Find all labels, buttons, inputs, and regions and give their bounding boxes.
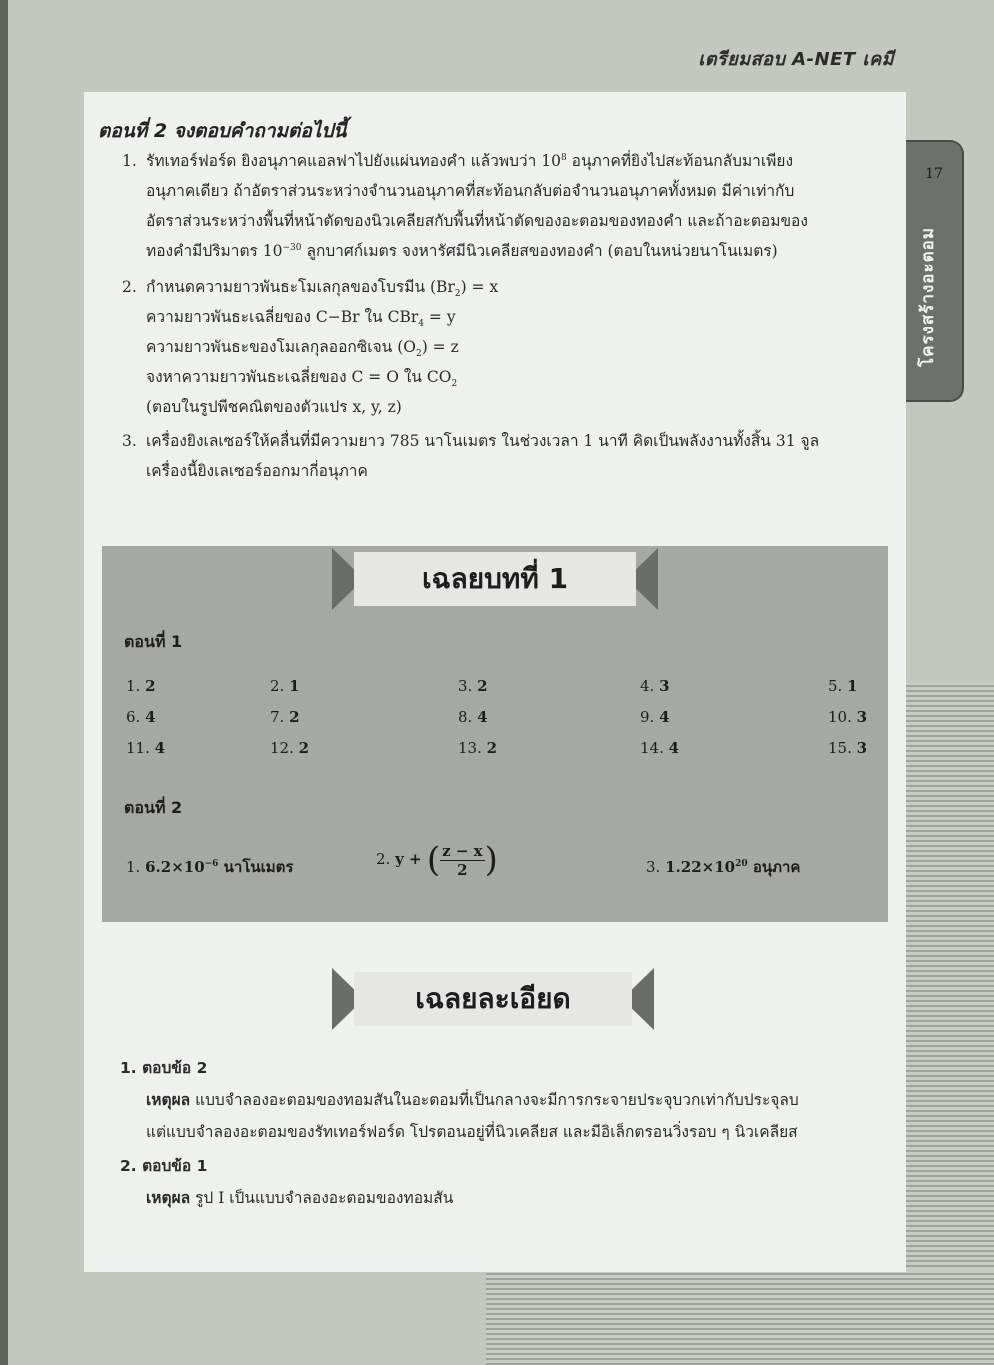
answer-cell [126,739,165,757]
detail-heading: 1. ตอบข้อ 2 [120,1059,208,1077]
answer-part2-item-2 [376,840,498,880]
answer-choice: 2 [486,739,498,757]
answer-number: 1. [126,858,141,876]
answer-choice: 4 [477,708,488,726]
answer-number: 9. [640,708,655,726]
banner-title: เฉลยละเอียด [354,972,632,1026]
answer-cell [458,739,497,757]
answer-number: 2. [376,850,391,868]
question-3 [122,426,820,486]
detail-item-1 [120,1052,799,1148]
text-span: = y [423,308,456,326]
text-span: ทองคำมีปริมาตร 10 [146,242,283,260]
text-span: ความยาวพันธะเฉลี่ยของ C−Br ใน CBr [146,308,419,326]
answer-unit: อนุภาค [747,858,801,876]
question-number: 3. [122,432,137,450]
answer-value: 1.22×10 [665,858,736,876]
decorative-stripes-bottom [486,1270,994,1365]
answer-choice: 3 [659,677,670,695]
superscript: −30 [282,242,302,253]
answer-cell [640,677,670,695]
answer-choice: 4 [154,739,166,757]
detail-reason [120,1084,799,1116]
answer-cell [828,677,858,695]
question-line: อัตราส่วนระหว่างพื้นที่หน้าตัดของนิวเคลียสกับพื้นที่หน้าตัดของอะตอมของทองคำ และถ้าอะตอมของ [146,212,808,230]
text-span: อนุภาคที่ยิงไปสะท้อนกลับมาเพียง [566,152,794,170]
superscript: 20 [735,859,748,869]
answer-cell [640,739,679,757]
question-line: อนุภาคเดียว ถ้าอัตราส่วนระหว่างจำนวนอนุภาคที่สะท้อนกลับต่อจำนวนอนุภาคทั้งหมด มีค่าเท่ากับ [146,182,795,200]
answer-choice: 2 [298,739,310,757]
answer-choice: 3 [856,739,868,757]
superscript: 8 [560,152,567,163]
subscript: 2 [454,289,461,300]
question-line: เครื่องนี้ยิงเลเซอร์ออกมากี่อนุภาค [146,462,368,480]
answer-number: 3. [458,677,473,695]
answer-choice: 4 [145,708,156,726]
answer-value: y + [395,850,422,868]
answer-cell [458,708,488,726]
subscript: 2 [451,379,458,390]
text-span: ความยาวพันธะของโมเลกุลออกซิเจน (O [146,338,416,356]
text-span: กำหนดความยาวพันธะโมเลกุลของโบรมีน (Br [146,278,455,296]
question-line [146,302,498,332]
detail-reason-cont: แต่แบบจำลองอะตอมของรัทเทอร์ฟอร์ด โปรตอนอยู่ที่นิวเคลียส และมีอิเล็กตรอนวิ่งรอบ ๆ นิวเคลียส [146,1123,798,1141]
answer-value: 6.2×10 [145,858,205,876]
fraction [440,842,484,879]
answer-number: 1. [126,677,141,695]
answer-number: 10. [828,708,852,726]
answer-number: 15. [828,739,852,757]
subscript: 4 [418,319,424,330]
answer-part2-item-1 [126,855,293,879]
question-line [146,332,498,362]
answer-cell [126,677,156,695]
answer-cell [828,708,867,726]
detailed-answer-banner [332,968,654,1030]
detail-item-2 [120,1150,453,1214]
running-header: เตรียมสอบ A-NET เคมี [698,49,894,70]
open-paren-glyph: ( [426,840,441,880]
answer-cell [458,677,488,695]
close-paren-glyph: ) [484,840,498,880]
answer-choice: 4 [668,739,680,757]
reason-label: เหตุผล [146,1189,191,1207]
answer-number: 5. [828,677,843,695]
superscript: −6 [204,859,219,869]
answer-choice: 3 [856,708,868,726]
text-span: ) = z [421,338,459,356]
page-number: 17 [925,166,943,182]
answer-choice: 2 [477,677,488,695]
answer-number: 7. [270,708,285,726]
question-number: 1. [122,152,137,170]
chapter-side-tab [906,140,964,402]
answer-cell [270,677,300,695]
answer-choice: 2 [145,677,156,695]
answer-number: 2. [270,677,285,695]
answer-part2-item-3 [646,855,800,879]
subscript: 2 [415,349,422,360]
answer-choice: 1 [847,677,858,695]
answer-number: 6. [126,708,141,726]
answer-number: 12. [270,739,294,757]
reason-text: รูป I เป็นแบบจำลองอะตอมของทอมสัน [190,1189,454,1207]
question-line [146,362,498,392]
fraction-denominator: 2 [457,860,468,879]
section-title-part2: ตอนที่ 2 จงตอบคำถามต่อไปนี้ [98,120,347,142]
answer-number: 4. [640,677,655,695]
question-line [146,272,498,302]
question-line: (ตอบในรูปพีชคณิตของตัวแปร x, y, z) [146,398,402,416]
answer-part1-label: ตอนที่ 1 [124,632,183,651]
reason-text: แบบจำลองอะตอมของทอมสันในอะตอมที่เป็นกลางจะมีการกระจายประจุบวกเท่ากับประจุลบ [190,1091,799,1109]
text-span: จงหาความยาวพันธะเฉลี่ยของ C = O ใน CO [146,368,452,386]
question-line: เครื่องยิงเลเซอร์ให้คลื่นที่มีความยาว 785 นาโนเมตร ในช่วงเวลา 1 นาที คิดเป็นพลังงานทั้งสิ้น 31 จูล [146,432,820,450]
question-line [146,236,808,266]
chapter-tab-label: โครงสร้างอะตอม [918,226,938,368]
answer-choice: 4 [659,708,670,726]
detail-heading: 2. ตอบข้อ 1 [120,1157,208,1175]
answer-part2-label: ตอนที่ 2 [124,798,183,817]
answer-unit: นาโนเมตร [218,858,294,876]
answer-number: 8. [458,708,473,726]
answer-cell [126,708,156,726]
answer-cell [270,708,300,726]
question-line [146,146,808,176]
reason-label: เหตุผล [146,1091,191,1109]
answer-number: 11. [126,739,150,757]
answer-choice: 2 [289,708,300,726]
answer-key-banner [332,548,658,610]
question-1 [122,146,808,266]
answer-number: 13. [458,739,482,757]
question-number: 2. [122,278,137,296]
answer-number: 14. [640,739,664,757]
answer-cell [828,739,867,757]
text-span: ลูกบาศก์เมตร จงหารัศมีนิวเคลียสของทองคำ (ตอบในหน่วยนาโนเมตร) [301,242,778,260]
text-span: ) = x [460,278,499,296]
book-binding-edge [0,0,8,1365]
answer-choice: 1 [289,677,300,695]
answer-cell [270,739,309,757]
text-span: รัทเทอร์ฟอร์ด ยิงอนุภาคแอลฟาไปยังแผ่นทองคำ แล้วพบว่า 10 [146,152,561,170]
detail-reason [120,1182,453,1214]
fraction-numerator: z − x [442,841,483,860]
answer-cell [640,708,670,726]
question-2 [122,272,499,422]
decorative-stripes-right [906,682,994,1365]
answer-number: 3. [646,858,661,876]
banner-title: เฉลยบทที่ 1 [354,552,636,606]
